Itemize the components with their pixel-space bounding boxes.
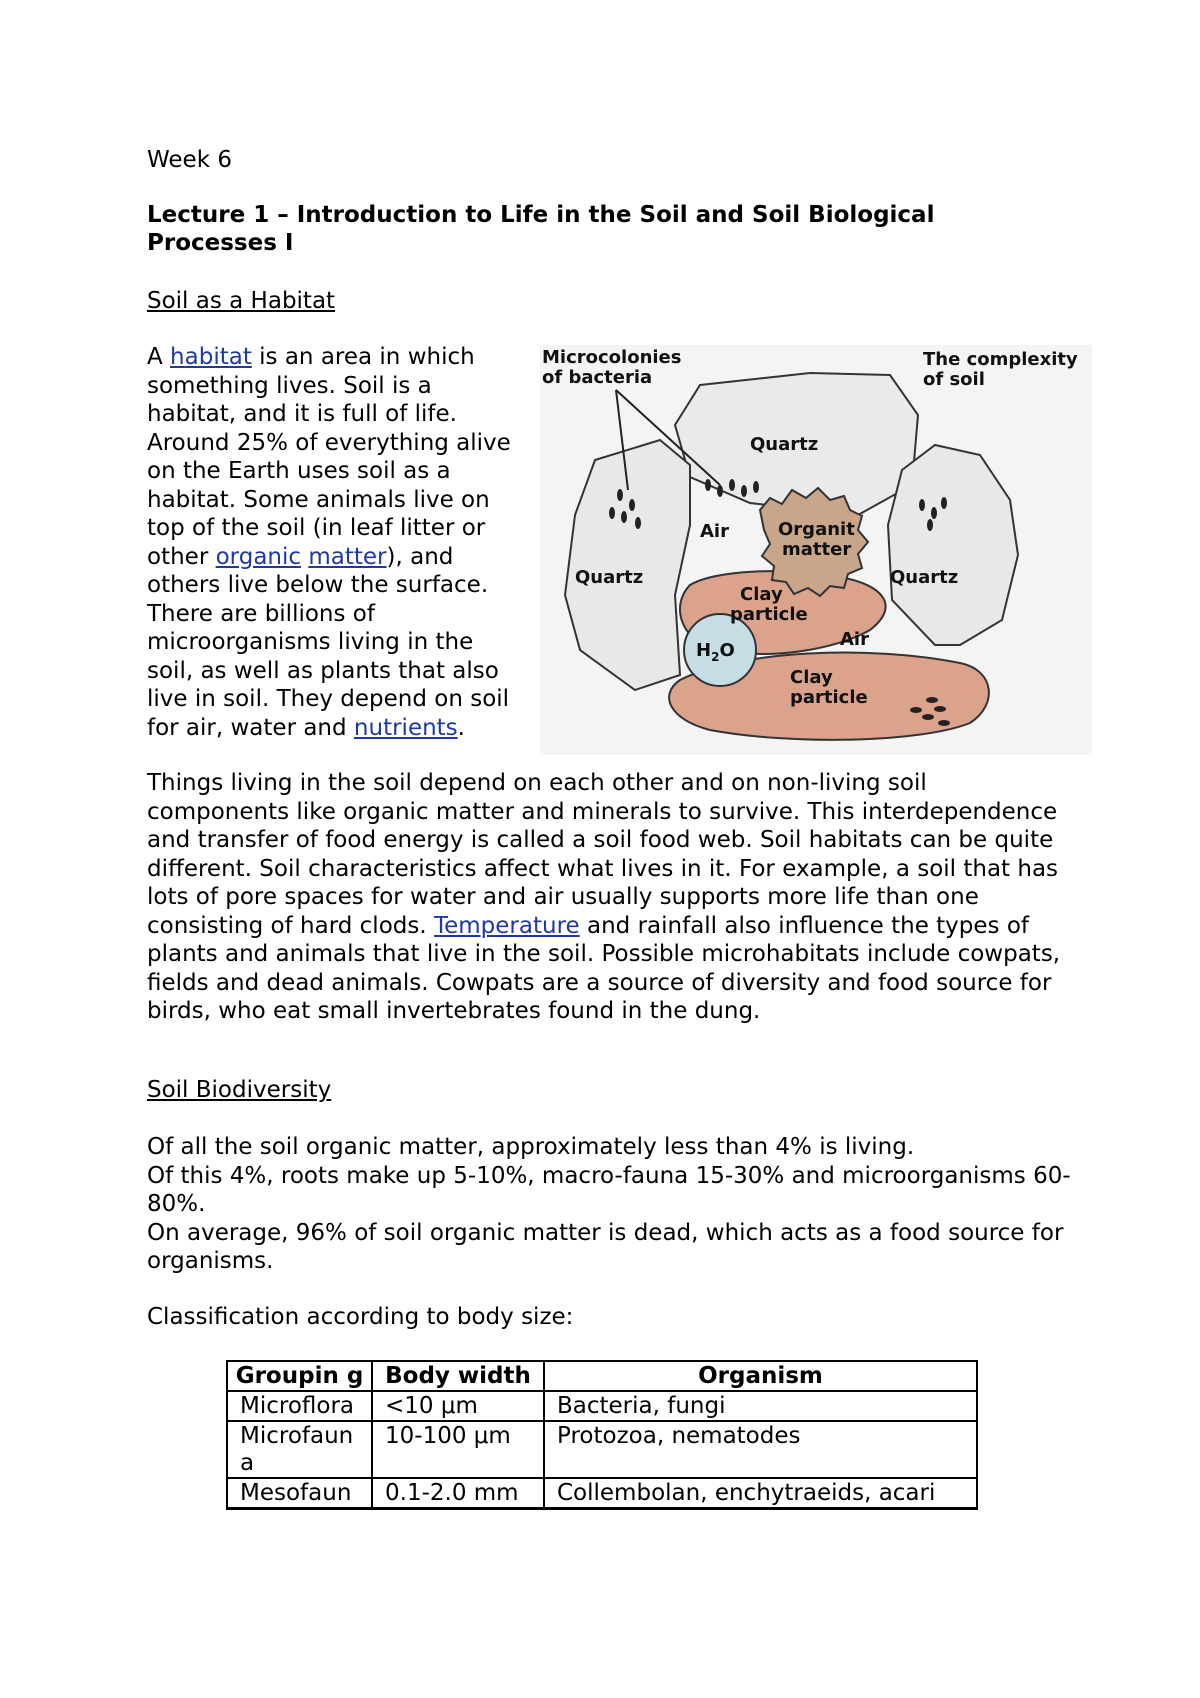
label-h2o-o: O — [719, 640, 735, 661]
intro-text-5: . — [457, 714, 465, 741]
link-habitat[interactable]: habitat — [170, 344, 252, 370]
cell-body-width: 0.1-2.0 mm — [372, 1478, 544, 1509]
link-temperature[interactable]: Temperature — [433, 912, 580, 939]
intro-text-4: ), and others live below the surface. There are billions of microorganisms living in the soil, as well as plants that also live in soil. They depend on soil for air, water and — [147, 543, 510, 741]
header-grouping: Groupin g — [227, 1361, 372, 1391]
biodiversity-paragraph — [147, 1133, 1072, 1276]
cell-body-width: <10 μm — [372, 1391, 544, 1421]
label-quartz-right: Quartz — [890, 567, 959, 588]
link-matter[interactable]: matter — [308, 543, 387, 570]
habitat-text-2: and rainfall also influence the types of plants and animals that live in the soil. Possible microhabitats include cowpats, fields and dead animals. Cowpats are a source of diversity and food source for birds, who eat small invertebrates found in the dung. — [147, 912, 1061, 1024]
label-h2o-sub: 2 — [711, 650, 720, 664]
label-of-bacteria: of bacteria — [542, 367, 653, 388]
label-matter: matter — [782, 539, 852, 560]
label-air-upper: Air — [700, 521, 729, 542]
section-heading-soil-habitat: Soil as a Habitat — [147, 288, 336, 314]
label-complexity: The complexity — [923, 349, 1078, 370]
biodiversity-line-1: Of all the soil organic matter, approximately less than 4% is living. — [147, 1134, 915, 1160]
habitat-paragraph — [147, 769, 1072, 1026]
label-quartz-top: Quartz — [750, 434, 819, 455]
label-h2o-h: H — [696, 640, 712, 661]
label-clay-lower: Clay — [790, 667, 833, 688]
week-label: Week 6 — [147, 147, 232, 173]
biodiversity-line-2: Of this 4%, roots make up 5-10%, macro-fauna 15-30% and microorganisms 60-80%. — [147, 1162, 1071, 1217]
soil-complexity-figure — [540, 345, 1092, 755]
table-row — [227, 1391, 977, 1421]
cell-organism: Protozoa, nematodes — [544, 1421, 977, 1478]
lecture-title: Lecture 1 – Introduction to Life in the Soil and Soil Biological Processes I — [147, 202, 935, 256]
classification-label: Classification according to body size: — [147, 1304, 574, 1330]
label-particle-upper: particle — [730, 604, 808, 625]
table-header-row — [227, 1361, 977, 1391]
section-heading-soil-biodiversity: Soil Biodiversity — [147, 1077, 332, 1103]
label-air-lower: Air — [840, 629, 869, 650]
cell-grouping: Mesofaun — [227, 1478, 372, 1509]
label-of-soil: of soil — [923, 369, 985, 390]
link-organic[interactable]: organic — [215, 543, 302, 570]
table-row — [227, 1421, 977, 1478]
intro-paragraph — [147, 343, 525, 742]
header-body-width: Body width — [372, 1361, 544, 1391]
cell-grouping: Microfaun a — [227, 1421, 372, 1478]
cell-organism: Bacteria, fungi — [544, 1391, 977, 1421]
label-microcolonies: Microcolonies — [542, 347, 682, 368]
intro-text-1: A — [147, 344, 171, 370]
link-nutrients[interactable]: nutrients — [353, 714, 458, 741]
label-quartz-left: Quartz — [575, 567, 644, 588]
label-particle-lower: particle — [790, 687, 868, 708]
body-size-table — [226, 1360, 978, 1510]
cell-organism: Collembolan, enchytraeids, acari — [544, 1478, 977, 1509]
cell-grouping: Microflora — [227, 1391, 372, 1421]
habitat-text-1: Things living in the soil depend on each other and on non-living soil components like organic matter and minerals to survive. This interdependence and transfer of food energy is called a soil food web. Soil habitats can be quite different. Soil characteristics affect what lives in it. For example, a soil that has lots of pore spaces for water and air usually supports more life than one consisting of hard clods. — [147, 770, 1059, 939]
label-clay-upper: Clay — [740, 584, 783, 605]
biodiversity-line-3: On average, 96% of soil organic matter is dead, which acts as a food source for organisms. — [147, 1219, 1064, 1274]
label-organic: Organit — [778, 519, 855, 540]
header-organism: Organism — [544, 1361, 977, 1391]
intro-text-2: is an area in which something lives. Soil is a habitat, and it is full of life. Around 25% of everything alive on the Earth uses soil as a habitat. Some animals live on top of the soil (in leaf litter or other — [147, 344, 511, 570]
table-row — [227, 1478, 977, 1509]
cell-body-width: 10-100 μm — [372, 1421, 544, 1478]
